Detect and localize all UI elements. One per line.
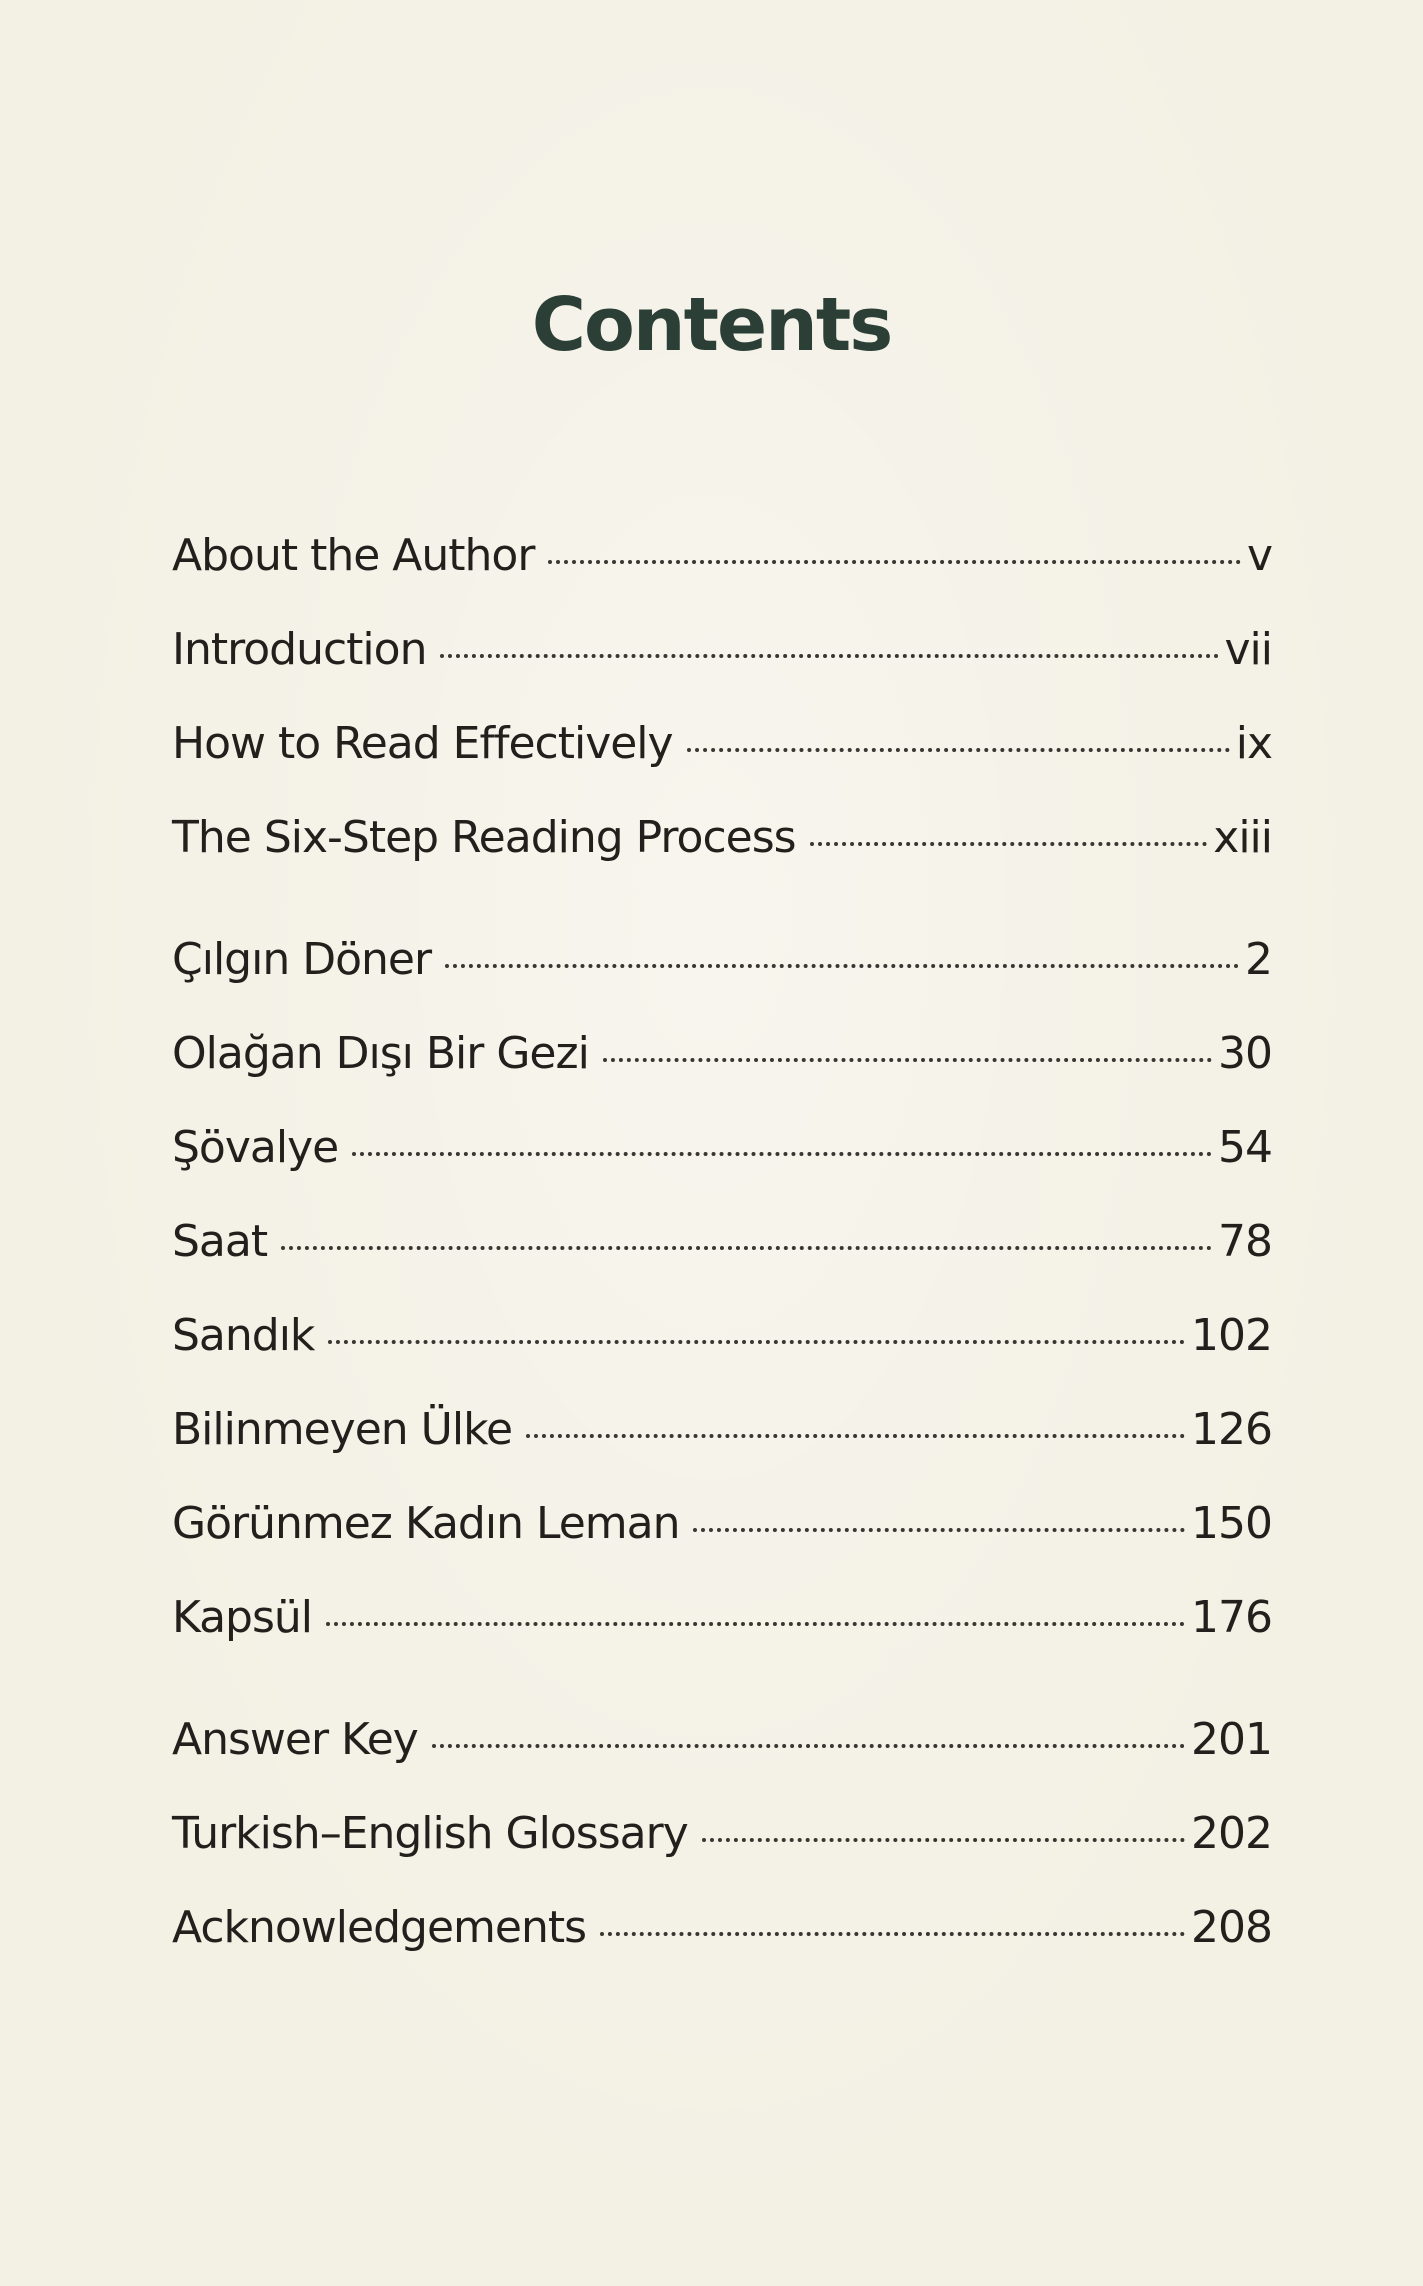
toc-entry-page: 54 <box>1218 1122 1272 1173</box>
dot-leader <box>810 842 1208 846</box>
dot-leader <box>600 1932 1185 1936</box>
toc-entry-label: Acknowledgements <box>172 1902 587 1953</box>
toc-entry-page: 78 <box>1218 1216 1272 1267</box>
toc-entry-page: 126 <box>1191 1404 1272 1455</box>
toc-entry-page: 208 <box>1191 1902 1272 1953</box>
toc-entry-page: 176 <box>1191 1592 1272 1643</box>
toc-entry-about-the-author[interactable] <box>172 530 1272 600</box>
toc-entry-label: Turkish–English Glossary <box>172 1808 688 1859</box>
dot-leader <box>440 654 1218 658</box>
toc-entry-label: Bilinmeyen Ülke <box>172 1404 513 1455</box>
dot-leader <box>432 1744 1185 1748</box>
toc-entry-label: Sandık <box>172 1310 315 1361</box>
toc-entry-page: v <box>1246 530 1272 581</box>
dot-leader <box>326 1622 1185 1626</box>
toc-entry-page: ix <box>1235 718 1272 769</box>
toc-entry-six-step-reading-process[interactable] <box>172 812 1272 882</box>
toc-entry-story-6[interactable] <box>172 1404 1272 1474</box>
dot-leader <box>702 1838 1185 1842</box>
toc-entry-label: Introduction <box>172 624 427 675</box>
toc-entry-story-3[interactable] <box>172 1122 1272 1192</box>
toc-entry-label: How to Read Effectively <box>172 718 673 769</box>
toc-entry-story-5[interactable] <box>172 1310 1272 1380</box>
toc-entry-story-4[interactable] <box>172 1216 1272 1286</box>
toc-entry-page: 2 <box>1245 934 1272 985</box>
toc-entry-label: Görünmez Kadın Leman <box>172 1498 680 1549</box>
toc-entry-label: Olağan Dışı Bir Gezi <box>172 1028 589 1079</box>
dot-leader <box>526 1434 1185 1438</box>
toc-entry-page: 150 <box>1191 1498 1272 1549</box>
toc-entry-how-to-read-effectively[interactable] <box>172 718 1272 788</box>
toc-entry-page: 30 <box>1218 1028 1272 1079</box>
dot-leader <box>445 964 1239 968</box>
toc-entry-acknowledgements[interactable] <box>172 1902 1272 1972</box>
toc-entry-glossary[interactable] <box>172 1808 1272 1878</box>
toc-entry-label: Answer Key <box>172 1714 418 1765</box>
dot-leader <box>687 748 1230 752</box>
dot-leader <box>328 1340 1185 1344</box>
toc-entry-story-2[interactable] <box>172 1028 1272 1098</box>
toc-entry-answer-key[interactable] <box>172 1714 1272 1784</box>
dot-leader <box>693 1528 1185 1532</box>
toc-entry-label: Çılgın Döner <box>172 934 432 985</box>
toc-entry-label: Şövalye <box>172 1122 339 1173</box>
toc-entry-story-8[interactable] <box>172 1592 1272 1662</box>
toc-entry-label: About the Author <box>172 530 535 581</box>
toc-entry-page: xiii <box>1213 812 1272 863</box>
toc-entry-label: Saat <box>172 1216 268 1267</box>
dot-leader <box>352 1152 1212 1156</box>
page-title: Contents <box>531 282 892 368</box>
toc-entry-story-1[interactable] <box>172 934 1272 1004</box>
dot-leader <box>281 1246 1212 1250</box>
toc-entry-page: 202 <box>1191 1808 1272 1859</box>
toc-entry-page: vii <box>1224 624 1272 675</box>
toc-entry-label: The Six-Step Reading Process <box>172 812 796 863</box>
toc-entry-page: 102 <box>1191 1310 1272 1361</box>
dot-leader <box>548 560 1241 564</box>
dot-leader <box>603 1058 1212 1062</box>
toc-entry-label: Kapsül <box>172 1592 313 1643</box>
toc-entry-introduction[interactable] <box>172 624 1272 694</box>
toc-entry-story-7[interactable] <box>172 1498 1272 1568</box>
toc-entry-page: 201 <box>1191 1714 1272 1765</box>
